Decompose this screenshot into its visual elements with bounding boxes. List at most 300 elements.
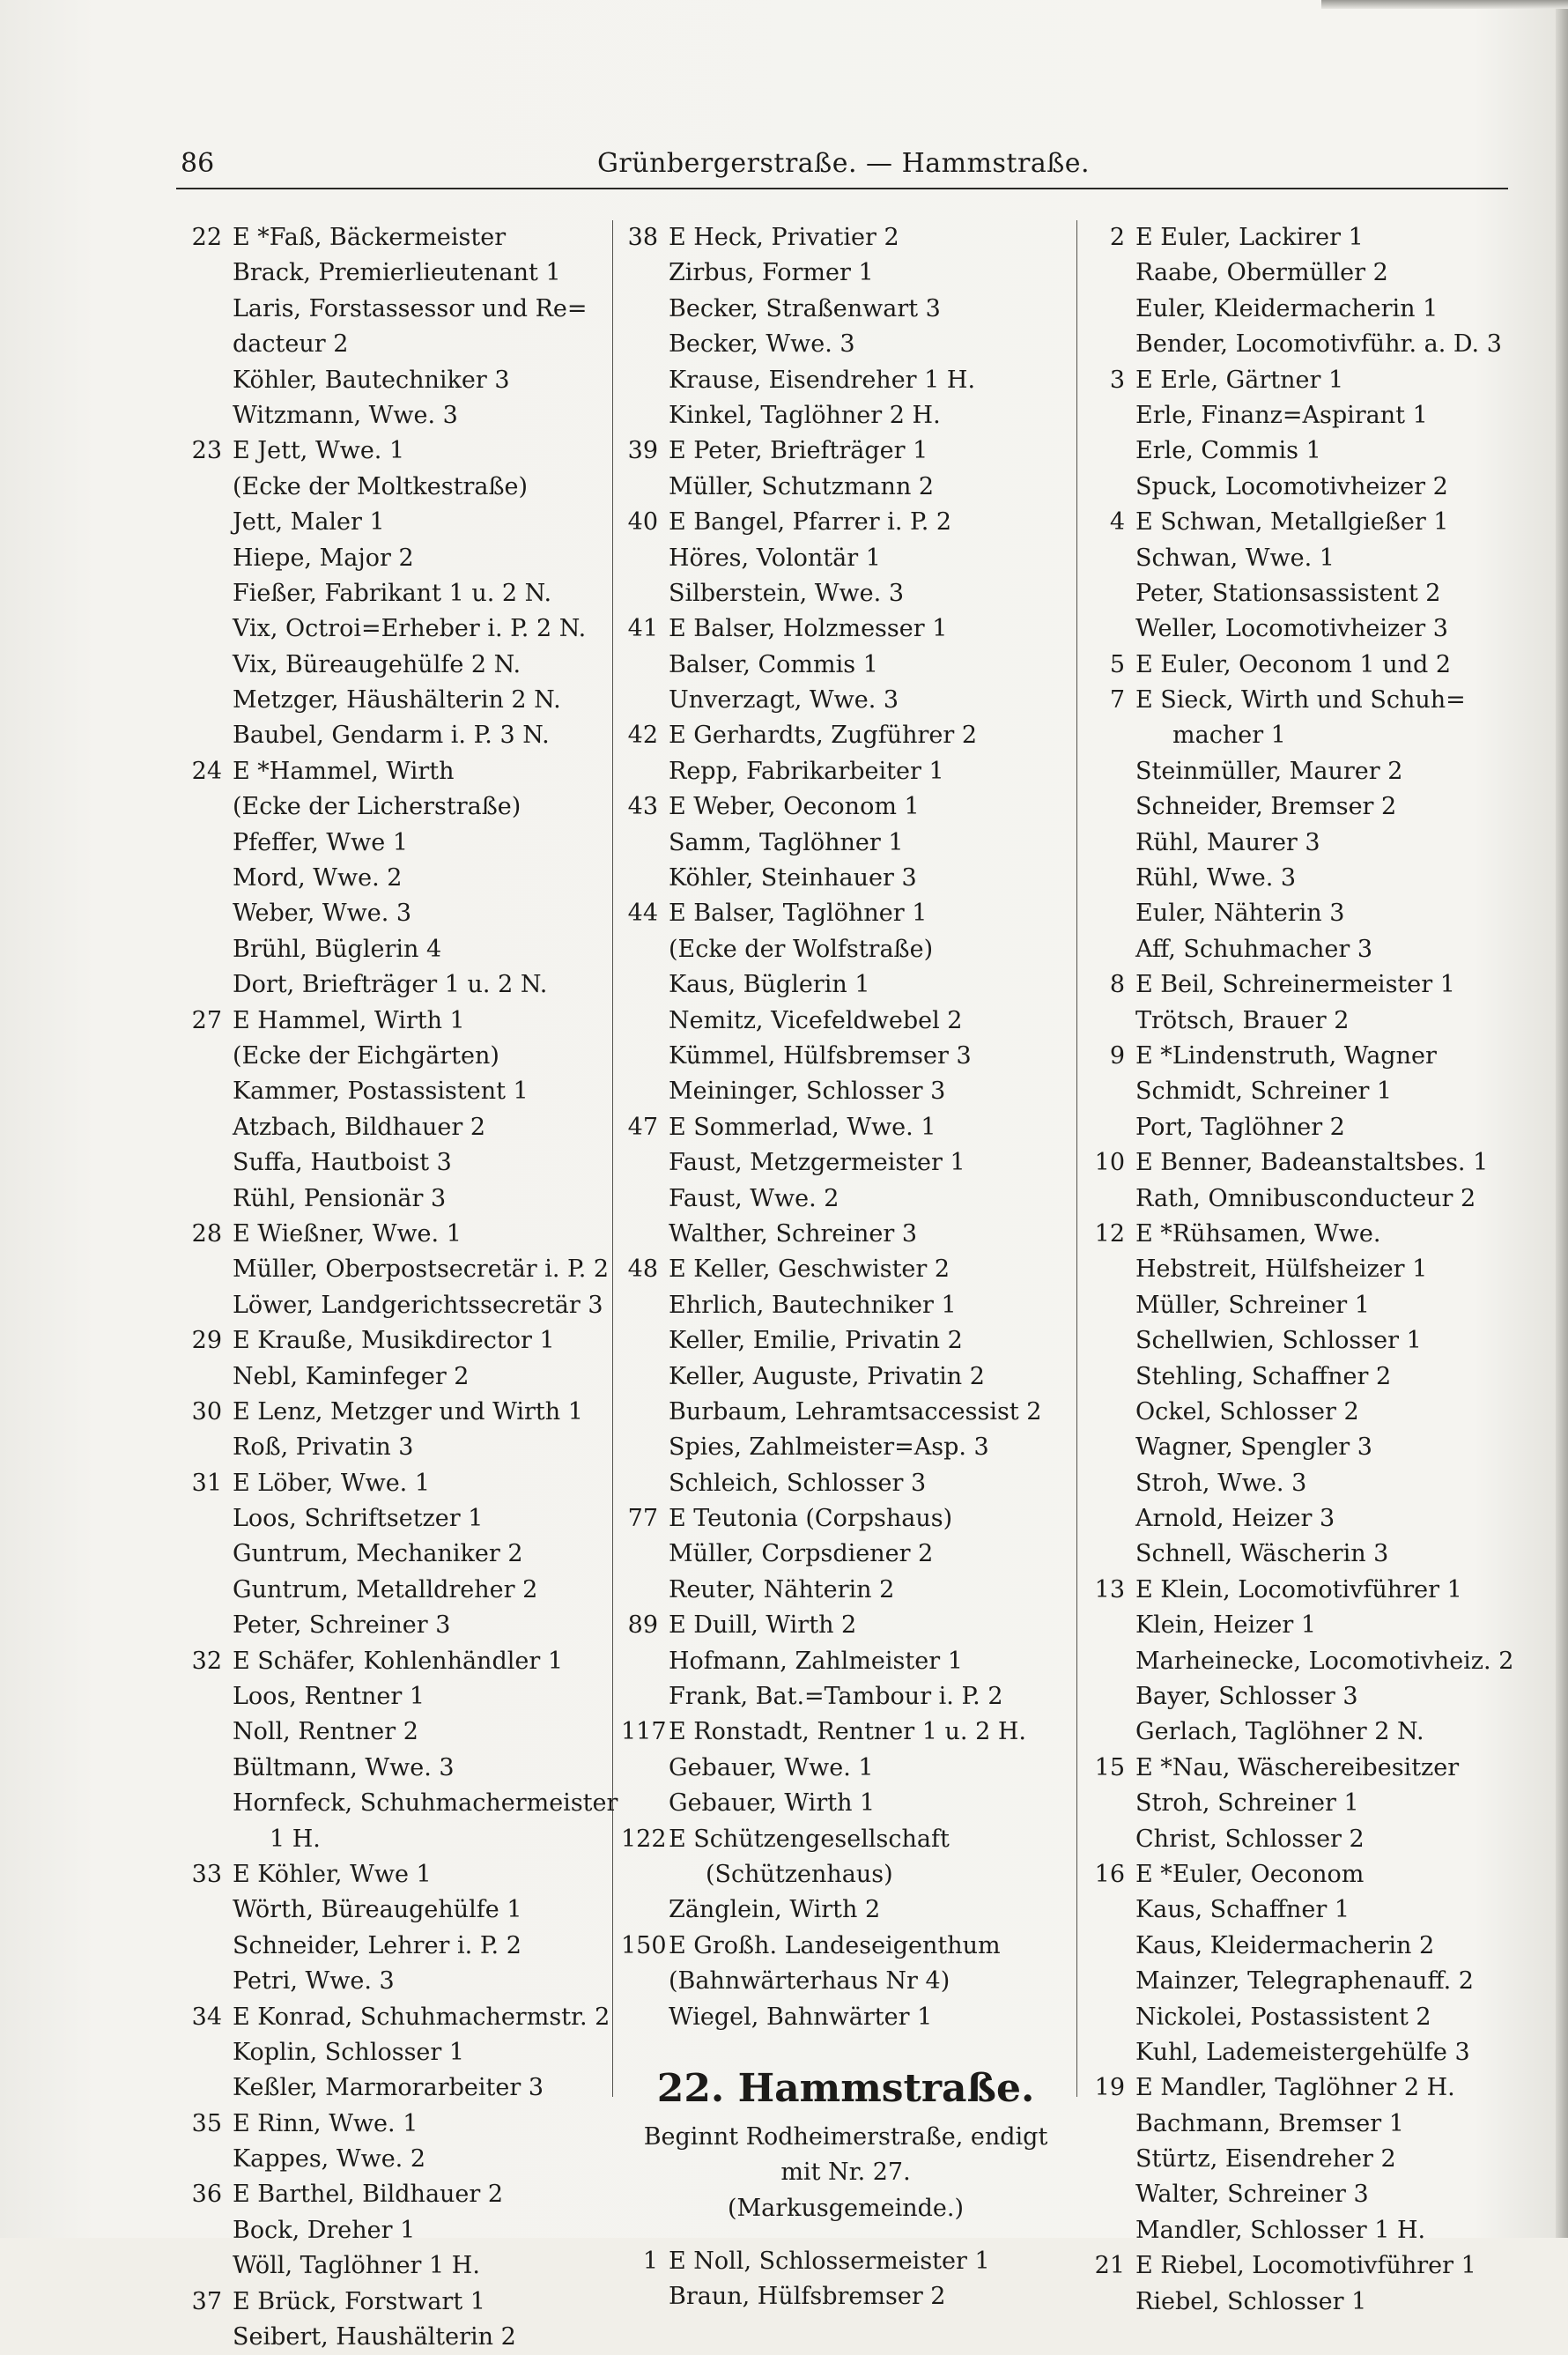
entry-text: Marheinecke, Locomotivheiz. 2 [1135,1647,1514,1675]
entry-text: Bachmann, Bremser 1 [1135,2109,1404,2137]
entry-text: E Weber, Oeconom 1 [669,793,920,821]
entries-hammstrasse-list [621,2244,1070,2315]
entry-text: Witzmann, Wwe. 3 [233,401,458,429]
resident-entry [1088,2213,1528,2248]
house-entry [185,1217,608,1252]
entry-text: Euler, Kleidermacherin 1 [1135,294,1439,322]
house-number: 32 [191,1647,222,1675]
entry-text: E Sommerlad, Wwe. 1 [669,1113,936,1141]
resident-entry [1088,2285,1528,2320]
entry-text: E *Hammel, Wirth [233,757,455,785]
entry-text: Keller, Emilie, Privatin 2 [669,1327,963,1355]
resident-entry [1088,1003,1528,1039]
entry-text: Walter, Schreiner 3 [1135,2181,1369,2209]
entry-text: Kaus, Kleidermacherin 2 [1135,1931,1435,1959]
running-title: Grünbergerstraße. — Hammstraße. [596,148,1091,179]
house-number: 24 [191,757,222,785]
resident-entry [1088,896,1528,931]
house-number: 19 [1094,2074,1125,2102]
entry-text: Kappes, Wwe. 2 [233,2145,426,2174]
house-number: 36 [191,2181,222,2209]
resident-entry [1088,1537,1528,1572]
house-number: 30 [191,1397,222,1426]
resident-entry [1088,754,1528,789]
entry-text: Stroh, Schreiner 1 [1135,1789,1359,1818]
house-number: 43 [627,793,658,821]
entry-text: Meininger, Schlosser 3 [669,1078,946,1106]
house-number: 5 [1109,650,1125,678]
entry-text: Frank, Bat.=Tambour i. P. 2 [669,1683,1003,1711]
house-entry [1088,1039,1528,1074]
entry-text: Vix, Büreaugehülfe 2 N. [233,650,521,678]
resident-entry [185,327,608,362]
resident-entry [185,2248,608,2284]
entry-text: Schwan, Wwe. 1 [1135,544,1335,572]
resident-entry [621,398,1070,433]
resident-entry [1088,1679,1528,1714]
resident-entry [621,470,1070,505]
resident-entry [621,541,1070,576]
entry-text: Nickolei, Postassistent 2 [1135,2003,1431,2031]
house-entry [1088,220,1528,255]
house-entry [621,505,1070,540]
column-left [185,220,618,2351]
entry-text: Brühl, Büglerin 4 [233,935,442,963]
house-number: 28 [191,1219,222,1248]
entry-text: E Ronstadt, Rentner 1 u. 2 H. [669,1718,1026,1746]
entry-text: dacteur 2 [233,330,349,359]
entry-text: Krause, Eisendreher 1 H. [669,366,976,394]
entry-text: Klein, Heizer 1 [1135,1611,1317,1640]
page-header [181,141,1506,185]
resident-entry [621,2279,1070,2314]
resident-entry [185,1751,608,1786]
house-entry [185,1857,608,1892]
resident-entry [1088,1644,1528,1679]
house-entry [185,220,608,255]
house-entry [621,1822,1070,1857]
house-entry [621,1608,1070,1643]
house-entry [185,2107,608,2142]
house-entry [621,1929,1070,1964]
entry-text: Kinkel, Taglöhner 2 H. [669,401,941,429]
house-entry [1088,1217,1528,1252]
entry-text: (Ecke der Licherstraße) [233,793,521,821]
entry-text: Müller, Oberpostsecretär i. P. 2 [233,1255,610,1284]
column-middle [621,220,1070,2311]
house-entry [621,896,1070,931]
house-entry [621,220,1070,255]
house-entry [1088,1573,1528,1608]
entry-text: Repp, Fabrikarbeiter 1 [669,757,944,785]
resident-entry [185,1039,608,1074]
resident-entry [621,1644,1070,1679]
resident-entry [185,1679,608,1714]
resident-entry [621,1537,1070,1572]
entry-text: Schleich, Schlosser 3 [669,1469,927,1497]
house-entry [621,789,1070,825]
resident-entry [1088,292,1528,327]
entry-text: E Wießner, Wwe. 1 [233,1219,462,1248]
entry-text: E Riebel, Locomotivführer 1 [1135,2252,1476,2280]
entry-text: Erle, Commis 1 [1135,437,1321,465]
house-number: 29 [191,1327,222,1355]
resident-entry [621,1892,1070,1928]
entry-text: Port, Taglöhner 2 [1135,1113,1345,1141]
entry-text: Baubel, Gendarm i. P. 3 N. [233,722,550,750]
house-entry [185,754,608,789]
resident-entry [621,1145,1070,1181]
resident-entry [621,292,1070,327]
entry-text: Loos, Schriftsetzer 1 [233,1505,484,1533]
resident-entry [1088,718,1528,753]
entry-text: (Ecke der Eichgärten) [233,1041,499,1070]
resident-entry [185,1573,608,1608]
entry-text: Höres, Volontär 1 [669,544,881,572]
resident-entry [621,1857,1070,1892]
entry-text: Müller, Schreiner 1 [1135,1291,1370,1319]
resident-entry [185,896,608,931]
resident-entry [185,2320,608,2355]
entry-text: E Schäfer, Kohlenhändler 1 [233,1647,564,1675]
entry-text: Arnold, Heizer 3 [1135,1505,1335,1533]
entry-text: E Keller, Geschwister 2 [669,1255,950,1284]
entry-text: Stürtz, Eisendreher 2 [1135,2145,1396,2174]
entry-text: Schmidt, Schreiner 1 [1135,1078,1393,1106]
resident-entry [621,932,1070,967]
resident-entry [1088,1252,1528,1287]
resident-entry [185,1252,608,1287]
resident-entry [1088,1323,1528,1359]
entry-text: Kümmel, Hülfsbremser 3 [669,1041,972,1070]
house-number: 47 [627,1113,658,1141]
house-number: 39 [627,437,658,465]
entry-text: Schneider, Bremser 2 [1135,793,1397,821]
entry-text: E Barthel, Bildhauer 2 [233,2181,504,2209]
house-entry [1088,1751,1528,1786]
entry-text: Balser, Commis 1 [669,650,878,678]
entry-text: 1 H. [270,1825,321,1853]
house-entry [1088,1857,1528,1892]
entry-text: E Peter, Briefträger 1 [669,437,928,465]
resident-entry [621,1039,1070,1074]
page-corner-shadow [1321,0,1568,9]
house-number: 122 [621,1825,667,1853]
entry-text: Mainzer, Telegraphenauff. 2 [1135,1967,1474,1996]
entry-text: Peter, Schreiner 3 [233,1611,451,1640]
resident-entry [185,1892,608,1928]
resident-entry [621,1786,1070,1821]
house-entry [185,2285,608,2320]
entry-text: Reuter, Nähterin 2 [669,1575,895,1603]
column-divider [1076,220,1077,2097]
entry-text: Bender, Locomotivführ. a. D. 3 [1135,330,1502,359]
resident-entry [621,754,1070,789]
column-right [1088,220,1528,2315]
spacer [621,2226,1070,2244]
resident-entry [621,1074,1070,1109]
entry-text: E Brück, Forstwart 1 [233,2287,485,2315]
resident-entry [1088,611,1528,647]
resident-entry [621,1964,1070,1999]
house-entry [1088,648,1528,683]
resident-entry [1088,2107,1528,2142]
house-number: 34 [191,2003,222,2031]
entry-text: Steinmüller, Maurer 2 [1135,757,1403,785]
entry-text: Mandler, Schlosser 1 H. [1135,2216,1426,2244]
entry-text: Köhler, Steinhauer 3 [669,864,917,892]
entry-text: E Balser, Taglöhner 1 [669,900,928,928]
entry-text: E Duill, Wirth 2 [669,1611,857,1640]
entry-text: Zirbus, Former 1 [669,259,874,287]
entry-text: E Erle, Gärtner 1 [1135,366,1344,394]
entry-text: Kammer, Postassistent 1 [233,1078,529,1106]
entry-text: Hofmann, Zahlmeister 1 [669,1647,963,1675]
house-entry [621,2244,1070,2279]
house-number: 37 [191,2287,222,2315]
entry-text: E Gerhardts, Zugführer 2 [669,722,978,750]
house-entry [621,1252,1070,1287]
resident-entry [185,2070,608,2106]
resident-entry [1088,1822,1528,1857]
entry-text: E *Nau, Wäschereibesitzer [1135,1753,1460,1781]
resident-entry [185,932,608,967]
entry-text: Gebauer, Wirth 1 [669,1789,876,1818]
entry-text: Stehling, Schaffner 2 [1135,1362,1392,1390]
resident-entry [1088,1288,1528,1323]
entry-text: E Großh. Landeseigenthum [669,1931,1001,1959]
entry-text: Spuck, Locomotivheizer 2 [1135,472,1448,500]
resident-entry [621,967,1070,1003]
resident-entry [1088,789,1528,825]
resident-entry [185,1537,608,1572]
entry-text: E Schwan, Metallgießer 1 [1135,508,1449,537]
house-entry [185,1644,608,1679]
entry-text: Wagner, Spengler 3 [1135,1433,1372,1462]
entry-text: E Heck, Privatier 2 [669,224,899,251]
house-number: 21 [1094,2252,1125,2280]
house-entry [1088,363,1528,398]
entry-text: (Schützenhaus) [706,1860,893,1888]
entry-text: E Beil, Schreinermeister 1 [1135,971,1455,999]
entry-text: E Klein, Locomotivführer 1 [1135,1575,1462,1603]
entry-text: Unverzagt, Wwe. 3 [669,686,899,715]
house-number: 38 [627,224,658,251]
entry-text: E Teutonia (Corpshaus) [669,1505,953,1533]
resident-entry [1088,1359,1528,1395]
resident-entry [1088,1181,1528,1217]
resident-entry [1088,1466,1528,1501]
house-number: 35 [191,2109,222,2137]
entry-text: Ockel, Schlosser 2 [1135,1397,1359,1426]
resident-entry [621,576,1070,611]
resident-entry [1088,433,1528,469]
resident-entry [185,1145,608,1181]
entry-text: Loos, Rentner 1 [233,1683,425,1711]
house-entry [621,611,1070,647]
entry-text: Weber, Wwe. 3 [233,900,412,928]
resident-entry [185,398,608,433]
resident-entry [621,648,1070,683]
resident-entry [621,255,1070,291]
resident-entry [185,470,608,505]
entry-text: Faust, Metzgermeister 1 [669,1149,965,1177]
resident-entry [1088,1074,1528,1109]
entry-text: Peter, Stationsassistent 2 [1135,579,1441,607]
resident-entry [621,2000,1070,2035]
house-number: 31 [191,1469,222,1497]
entry-text: E Kraußе, Musikdirector 1 [233,1327,555,1355]
resident-entry [1088,2177,1528,2212]
resident-entry [1088,541,1528,576]
entry-text: Jett, Maler 1 [233,508,385,537]
resident-entry [185,1359,608,1395]
entry-text: Samm, Taglöhner 1 [669,828,904,856]
resident-entry [1088,1110,1528,1145]
entry-text: Bayer, Schlosser 3 [1135,1683,1358,1711]
entry-text: Silberstein, Wwe. 3 [669,579,904,607]
house-number: 117 [621,1718,667,1746]
house-number: 33 [191,1860,222,1888]
house-number: 89 [627,1611,658,1640]
entry-text: Keßler, Marmorarbeiter 3 [233,2074,544,2102]
entry-text: Schnell, Wäscherin 3 [1135,1540,1389,1568]
entry-text: Hebstreit, Hülfsheizer 1 [1135,1255,1428,1284]
resident-entry [621,1751,1070,1786]
section-description: Beginnt Rodheimerstraße, endigt [643,2122,1048,2151]
resident-entry [621,363,1070,398]
header-rule [176,188,1508,189]
resident-entry [185,1074,608,1109]
resident-entry [621,1359,1070,1395]
resident-entry [185,1714,608,1750]
resident-entry [185,292,608,327]
entry-text: Walther, Schreiner 3 [669,1219,918,1248]
entry-text: E *Euler, Oeconom [1135,1860,1365,1888]
resident-entry [621,1323,1070,1359]
resident-entry [185,1430,608,1465]
house-number: 4 [1109,508,1125,537]
entry-text: E Euler, Lackirer 1 [1135,224,1364,251]
entry-text: E Rinn, Wwe. 1 [233,2109,418,2137]
resident-entry [1088,255,1528,291]
entry-text: Zänglein, Wirth 2 [669,1896,881,1924]
resident-entry [1088,1964,1528,1999]
page-number: 86 [181,148,215,179]
entry-text: Riebel, Schlosser 1 [1135,2287,1367,2315]
house-entry [621,1110,1070,1145]
entry-text: Burbaum, Lehramtsaccessist 2 [669,1397,1042,1426]
entry-text: Löwer, Landgerichtssecretär 3 [233,1291,603,1319]
resident-entry [185,1608,608,1643]
entry-text: Gebauer, Wwe. 1 [669,1753,874,1781]
resident-entry [185,789,608,825]
resident-entry [185,255,608,291]
house-number: 13 [1094,1575,1125,1603]
resident-entry [185,683,608,718]
house-entry [621,1501,1070,1537]
house-number: 48 [627,1255,658,1284]
house-number: 77 [627,1505,658,1533]
resident-entry [185,2035,608,2070]
resident-entry [1088,826,1528,861]
house-entry [185,2000,608,2035]
resident-entry [1088,1608,1528,1643]
resident-entry [185,1288,608,1323]
resident-entry [185,1929,608,1964]
house-entry [1088,505,1528,540]
entry-text: Rühl, Wwe. 3 [1135,864,1297,892]
resident-entry [621,1573,1070,1608]
entry-text: E Schützengesellschaft [669,1825,950,1853]
house-number: 8 [1109,971,1125,999]
entry-text: Euler, Nähterin 3 [1135,900,1345,928]
resident-entry [1088,1430,1528,1465]
entry-text: E Balser, Holzmesser 1 [669,615,948,643]
resident-entry [621,1395,1070,1430]
house-entry [1088,2070,1528,2106]
entry-text: Becker, Wwe. 3 [669,330,855,359]
entry-text: E Benner, Badeanstaltsbes. 1 [1135,1149,1489,1177]
entry-text: Kaus, Schaffner 1 [1135,1896,1350,1924]
entry-text: Guntrum, Mechaniker 2 [233,1540,523,1568]
entry-text: Gerlach, Taglöhner 2 N. [1135,1718,1424,1746]
resident-entry [1088,1501,1528,1537]
entry-text: Ehrlich, Bautechniker 1 [669,1291,957,1319]
resident-entry [185,826,608,861]
entry-text: E Mandler, Taglöhner 2 H. [1135,2074,1455,2102]
resident-entry [621,1217,1070,1252]
section-title: 22. Hammstraße. [656,2065,1035,2111]
resident-entry [621,1003,1070,1039]
resident-entry [185,576,608,611]
entry-text: Kaus, Büglerin 1 [669,971,870,999]
house-entry [1088,683,1528,718]
entry-text: Guntrum, Metalldreher 2 [233,1575,538,1603]
resident-entry [185,1110,608,1145]
entry-text: E Lenz, Metzger und Wirth 1 [233,1397,583,1426]
entry-text: Keller, Auguste, Privatin 2 [669,1362,985,1390]
entry-text: Christ, Schlosser 2 [1135,1825,1365,1853]
house-entry [185,1395,608,1430]
entry-text: Rühl, Pensionär 3 [233,1184,447,1212]
resident-entry [185,648,608,683]
resident-entry [1088,2142,1528,2177]
entry-text: Laris, Forstassessor und Re= [233,294,588,322]
entry-text: Stroh, Wwe. 3 [1135,1469,1307,1497]
resident-entry [185,363,608,398]
entry-text: E *Lindenstruth, Wagner [1135,1041,1437,1070]
resident-entry [185,611,608,647]
entry-text: Wörth, Büreaugehülfe 1 [233,1896,522,1924]
house-number: 2 [1109,224,1125,251]
entry-text: Becker, Straßenwart 3 [669,294,941,322]
house-number: 42 [627,722,658,750]
entry-text: Trötsch, Brauer 2 [1135,1006,1350,1034]
entry-text: Suffa, Hautboist 3 [233,1149,452,1177]
entry-text: Faust, Wwe. 2 [669,1184,839,1212]
entry-text: Koplin, Schlosser 1 [233,2038,465,2066]
resident-entry [621,1181,1070,1217]
entry-text: Nebl, Kaminfeger 2 [233,1362,470,1390]
entry-text: Weller, Locomotivheizer 3 [1135,615,1448,643]
house-number: 44 [627,900,658,928]
entry-text: Müller, Corpsdiener 2 [669,1540,934,1568]
entry-text: Mord, Wwe. 2 [233,864,403,892]
house-entry [1088,1145,1528,1181]
section-description: mit Nr. 27. [780,2159,911,2187]
resident-entry [185,967,608,1003]
